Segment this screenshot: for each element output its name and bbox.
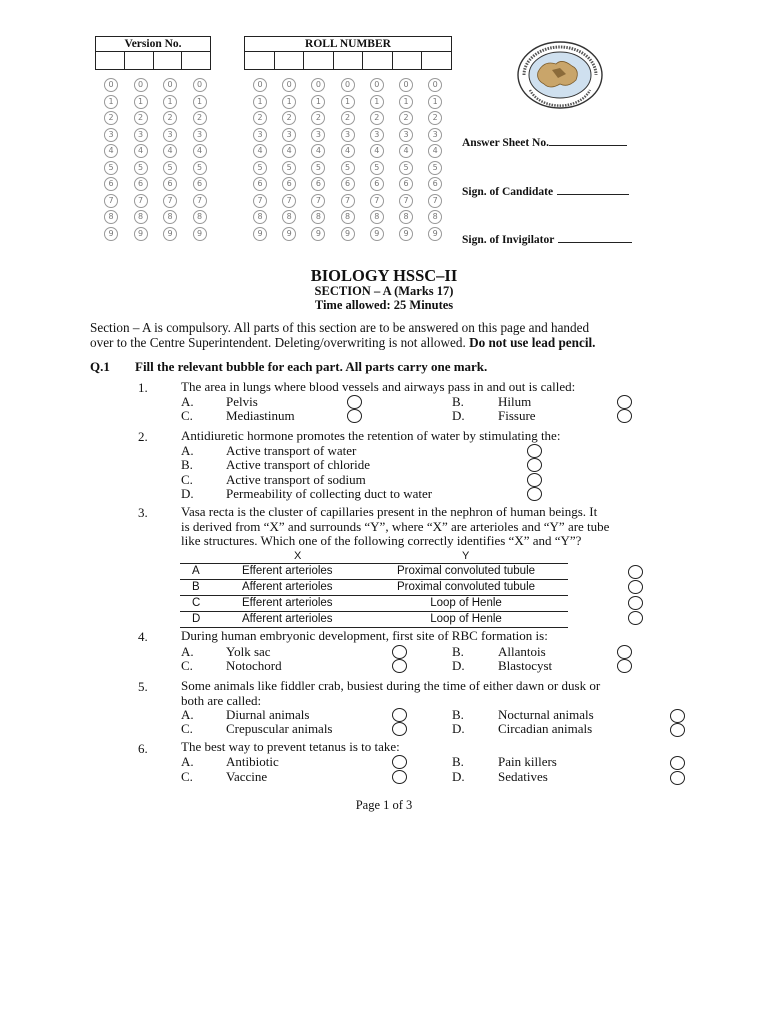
digit-bubble[interactable]: 5 <box>282 161 296 175</box>
part-number: 6. <box>138 741 148 756</box>
answer-bubble[interactable] <box>392 755 407 769</box>
digit-bubble[interactable]: 4 <box>104 144 118 158</box>
table-row <box>180 596 568 612</box>
option-text: Yolk sac <box>226 644 271 659</box>
answer-bubble[interactable] <box>628 611 643 625</box>
option-text: Crepuscular animals <box>226 721 333 736</box>
digit-bubble[interactable]: 5 <box>428 161 442 175</box>
option-letter: A. <box>181 707 194 722</box>
digit-bubble[interactable]: 0 <box>370 78 384 92</box>
option-text: Notochord <box>226 658 282 673</box>
digit-bubble[interactable]: 3 <box>193 128 207 142</box>
digit-bubble[interactable]: 6 <box>104 177 118 191</box>
option-letter: C. <box>181 769 193 784</box>
digit-bubble[interactable]: 0 <box>253 78 267 92</box>
part-text: Antidiuretic hormone promotes the retention of water by stimulating the: <box>181 428 561 443</box>
digit-bubble[interactable]: 6 <box>428 177 442 191</box>
option-letter: D. <box>452 408 465 423</box>
answer-bubble[interactable] <box>347 409 362 423</box>
digit-bubble[interactable]: 2 <box>282 111 296 125</box>
answer-bubble[interactable] <box>527 444 542 458</box>
digit-bubble[interactable]: 8 <box>253 210 267 224</box>
digit-bubble-column <box>341 78 355 241</box>
roll-number-box <box>244 36 452 70</box>
row-y: Loop of Henle <box>430 613 502 625</box>
digit-bubble[interactable]: 8 <box>193 210 207 224</box>
digit-bubble[interactable]: 4 <box>193 144 207 158</box>
digit-bubble-column <box>163 78 177 241</box>
time-allowed: Time allowed: 25 Minutes <box>314 298 454 312</box>
option-letter: B. <box>452 754 464 769</box>
digit-bubble[interactable]: 7 <box>253 194 267 208</box>
digit-bubble[interactable]: 2 <box>341 111 355 125</box>
table-row <box>180 612 568 628</box>
digit-bubble[interactable]: 7 <box>399 194 413 208</box>
digit-bubble[interactable]: 8 <box>399 210 413 224</box>
answer-bubble[interactable] <box>527 487 542 501</box>
digit-bubble[interactable]: 4 <box>311 144 325 158</box>
version-cells <box>96 52 210 69</box>
part-number: 4. <box>138 629 148 644</box>
digit-bubble[interactable]: 4 <box>134 144 148 158</box>
digit-bubble[interactable]: 1 <box>253 95 267 109</box>
digit-bubble[interactable]: 9 <box>193 227 207 241</box>
question-1-number: Q.1 <box>90 359 110 374</box>
digit-bubble[interactable]: 9 <box>428 227 442 241</box>
answer-sheet-number <box>462 137 627 149</box>
digit-bubble[interactable]: 2 <box>193 111 207 125</box>
version-cell[interactable] <box>182 52 210 69</box>
table-row <box>180 564 568 580</box>
board-seal-logo <box>516 40 604 110</box>
digit-bubble[interactable]: 4 <box>341 144 355 158</box>
digit-bubble[interactable]: 1 <box>370 95 384 109</box>
digit-bubble[interactable]: 1 <box>134 95 148 109</box>
option-text: Allantois <box>498 644 546 659</box>
digit-bubble[interactable]: 0 <box>399 78 413 92</box>
digit-bubble[interactable]: 7 <box>193 194 207 208</box>
option-text: Fissure <box>498 408 536 423</box>
question-1-instruction: Fill the relevant bubble for each part. All parts carry one mark. <box>135 359 488 374</box>
answer-bubble[interactable] <box>617 409 632 423</box>
digit-bubble[interactable]: 6 <box>193 177 207 191</box>
option-letter: C. <box>181 658 193 673</box>
row-x: Afferent arterioles <box>242 613 333 625</box>
answer-bubble[interactable] <box>617 659 632 673</box>
page-number: Page 1 of 3 <box>355 798 413 812</box>
digit-bubble[interactable]: 8 <box>311 210 325 224</box>
digit-bubble[interactable]: 2 <box>399 111 413 125</box>
option-letter: C. <box>181 472 193 487</box>
roll-cell[interactable] <box>245 52 275 69</box>
row-x: Efferent arterioles <box>242 597 333 609</box>
version-cell[interactable] <box>96 52 125 69</box>
table-header-y: Y <box>462 550 470 562</box>
candidate-signature <box>462 186 629 198</box>
digit-bubble[interactable]: 0 <box>311 78 325 92</box>
digit-bubble[interactable]: 9 <box>311 227 325 241</box>
digit-bubble[interactable]: 1 <box>311 95 325 109</box>
answer-bubble[interactable] <box>392 645 407 659</box>
digit-bubble[interactable]: 1 <box>399 95 413 109</box>
digit-bubble[interactable]: 0 <box>282 78 296 92</box>
option-letter: D. <box>181 486 194 501</box>
digit-bubble[interactable]: 0 <box>341 78 355 92</box>
option-text: Permeability of collecting duct to water <box>226 486 433 501</box>
option-letter: C. <box>181 721 193 736</box>
answer-bubble[interactable] <box>670 709 685 723</box>
digit-bubble[interactable]: 9 <box>163 227 177 241</box>
digit-bubble[interactable]: 3 <box>370 128 384 142</box>
option-letter: C. <box>181 408 193 423</box>
digit-bubble[interactable]: 8 <box>282 210 296 224</box>
digit-bubble[interactable]: 5 <box>163 161 177 175</box>
digit-bubble[interactable]: 2 <box>311 111 325 125</box>
answer-bubble[interactable] <box>347 395 362 409</box>
option-text: Diurnal animals <box>226 707 310 722</box>
question-1-heading <box>90 359 487 375</box>
option-text: Circadian animals <box>498 721 593 736</box>
option-letter: B. <box>181 457 193 472</box>
answer-bubble[interactable] <box>617 645 632 659</box>
digit-bubble[interactable]: 8 <box>134 210 148 224</box>
invigilator-sign-label: Sign. of Invigilator <box>462 234 555 246</box>
digit-bubble[interactable]: 1 <box>428 95 442 109</box>
digit-bubble[interactable]: 4 <box>399 144 413 158</box>
digit-bubble[interactable]: 4 <box>282 144 296 158</box>
option-letter: D. <box>452 658 465 673</box>
digit-bubble-column <box>399 78 413 241</box>
answer-bubble[interactable] <box>628 565 643 579</box>
answer-sheet-line[interactable] <box>549 145 627 146</box>
version-cell[interactable] <box>154 52 183 69</box>
part-text <box>181 505 609 549</box>
answer-bubble[interactable] <box>392 770 407 784</box>
digit-bubble[interactable]: 7 <box>428 194 442 208</box>
option-text: Blastocyst <box>498 658 553 673</box>
digit-bubble[interactable]: 9 <box>253 227 267 241</box>
option-letter: A. <box>181 644 194 659</box>
option-letter: B. <box>452 644 464 659</box>
option-letter: D. <box>452 721 465 736</box>
part-text: During human embryonic development, first site of RBC formation is: <box>181 628 548 643</box>
digit-bubble[interactable]: 5 <box>370 161 384 175</box>
option-text: Sedatives <box>498 769 548 784</box>
digit-bubble[interactable]: 2 <box>428 111 442 125</box>
digit-bubble[interactable]: 0 <box>104 78 118 92</box>
instruction-warning: Do not use lead pencil. <box>469 335 596 350</box>
roll-number-label: ROLL NUMBER <box>245 37 451 52</box>
digit-bubble[interactable]: 2 <box>104 111 118 125</box>
option-letter: A. <box>181 394 194 409</box>
digit-bubble[interactable]: 5 <box>104 161 118 175</box>
paper-title: BIOLOGY HSSC–II <box>310 266 458 285</box>
digit-bubble[interactable]: 6 <box>253 177 267 191</box>
digit-bubble[interactable]: 3 <box>341 128 355 142</box>
instruction-line-2-text: over to the Centre Superintendent. Deleting/overwriting is not allowed. <box>90 335 466 350</box>
answer-bubble[interactable] <box>670 771 685 785</box>
row-x: Afferent arterioles <box>242 581 333 593</box>
answer-bubble[interactable] <box>527 473 542 487</box>
digit-bubble[interactable]: 6 <box>341 177 355 191</box>
table-row <box>180 580 568 596</box>
option-letter: D. <box>452 769 465 784</box>
digit-bubble[interactable]: 3 <box>104 128 118 142</box>
digit-bubble[interactable]: 0 <box>193 78 207 92</box>
digit-bubble[interactable]: 3 <box>399 128 413 142</box>
digit-bubble[interactable]: 9 <box>134 227 148 241</box>
roll-cell[interactable] <box>422 52 451 69</box>
digit-bubble[interactable]: 2 <box>134 111 148 125</box>
option-letter: A. <box>181 754 194 769</box>
digit-bubble[interactable]: 3 <box>428 128 442 142</box>
instructions <box>90 320 690 350</box>
digit-bubble[interactable]: 3 <box>282 128 296 142</box>
row-y: Proximal convoluted tubule <box>396 581 536 593</box>
option-text: Pain killers <box>498 754 557 769</box>
digit-bubble[interactable]: 5 <box>134 161 148 175</box>
answer-bubble[interactable] <box>670 723 685 737</box>
digit-bubble[interactable]: 2 <box>370 111 384 125</box>
digit-bubble[interactable]: 7 <box>341 194 355 208</box>
digit-bubble[interactable]: 3 <box>163 128 177 142</box>
digit-bubble[interactable]: 3 <box>134 128 148 142</box>
answer-bubble[interactable] <box>617 395 632 409</box>
row-x: Efferent arterioles <box>242 565 333 577</box>
digit-bubble[interactable]: 5 <box>253 161 267 175</box>
section-heading: SECTION – A (Marks 17) <box>314 284 454 298</box>
digit-bubble-column <box>428 78 442 241</box>
digit-bubble-column <box>193 78 207 241</box>
digit-bubble[interactable]: 9 <box>341 227 355 241</box>
digit-bubble[interactable]: 7 <box>282 194 296 208</box>
digit-bubble[interactable]: 0 <box>163 78 177 92</box>
row-letter: D <box>192 613 201 625</box>
roll-cell[interactable] <box>393 52 423 69</box>
part-text: The area in lungs where blood vessels and airways pass in and out is called: <box>181 379 576 394</box>
digit-bubble[interactable]: 5 <box>311 161 325 175</box>
option-text: Hilum <box>498 394 532 409</box>
part-number: 3. <box>138 505 148 520</box>
row-letter: B <box>192 581 200 593</box>
version-number-box <box>95 36 211 70</box>
digit-bubble-column <box>282 78 296 241</box>
option-text: Nocturnal animals <box>498 707 594 722</box>
digit-bubble-column <box>311 78 325 241</box>
digit-bubble[interactable]: 6 <box>134 177 148 191</box>
option-text: Active transport of sodium <box>226 472 366 487</box>
part-text-line: like structures. Which one of the following correctly identifies “X” and “Y”? <box>181 533 582 548</box>
roll-cell[interactable] <box>334 52 364 69</box>
version-label: Version No. <box>96 37 210 52</box>
version-cell[interactable] <box>125 52 154 69</box>
part-text-line: is derived from “X” and surrounds “Y”, where “X” are arterioles and “Y” are tube <box>181 518 610 534</box>
digit-bubble-column <box>134 78 148 241</box>
option-text: Active transport of water <box>226 443 357 458</box>
option-letter: B. <box>452 707 464 722</box>
digit-bubble[interactable]: 5 <box>193 161 207 175</box>
digit-bubble-column <box>104 78 118 241</box>
row-y: Proximal convoluted tubule <box>396 565 536 577</box>
digit-bubble[interactable]: 8 <box>428 210 442 224</box>
part-text-line: Some animals like fiddler crab, busiest during the time of either dawn or dusk or <box>181 678 601 693</box>
part-text <box>181 679 600 708</box>
digit-bubble[interactable]: 6 <box>370 177 384 191</box>
digit-bubble[interactable]: 7 <box>163 194 177 208</box>
option-letter: A. <box>181 443 194 458</box>
answer-sheet-label: Answer Sheet No. <box>462 137 549 149</box>
option-text: Active transport of chloride <box>226 457 371 472</box>
digit-bubble[interactable]: 4 <box>428 144 442 158</box>
row-y: Loop of Henle <box>430 597 502 609</box>
option-text: Antibiotic <box>226 754 279 769</box>
part-text-line: both are called: <box>181 692 262 708</box>
answer-bubble[interactable] <box>670 756 685 770</box>
digit-bubble[interactable]: 0 <box>134 78 148 92</box>
option-text: Vaccine <box>226 769 268 784</box>
digit-bubble[interactable]: 8 <box>370 210 384 224</box>
digit-bubble-column <box>370 78 384 241</box>
digit-bubble[interactable]: 4 <box>253 144 267 158</box>
digit-bubble[interactable]: 3 <box>311 128 325 142</box>
answer-bubble[interactable] <box>527 458 542 472</box>
roll-cell[interactable] <box>363 52 393 69</box>
answer-bubble[interactable] <box>392 659 407 673</box>
digit-bubble[interactable]: 2 <box>163 111 177 125</box>
digit-bubble[interactable]: 6 <box>399 177 413 191</box>
digit-bubble[interactable]: 4 <box>370 144 384 158</box>
digit-bubble[interactable]: 8 <box>341 210 355 224</box>
invigilator-signature <box>462 234 632 246</box>
invigilator-sign-line[interactable] <box>558 242 632 243</box>
part-text-line: Vasa recta is the cluster of capillaries present in the nephron of human beings. It <box>181 504 598 519</box>
row-letter: A <box>192 565 200 577</box>
option-text: Pelvis <box>226 394 258 409</box>
digit-bubble[interactable]: 1 <box>104 95 118 109</box>
answer-bubble[interactable] <box>628 596 643 610</box>
digit-bubble[interactable]: 7 <box>134 194 148 208</box>
digit-bubble[interactable]: 8 <box>163 210 177 224</box>
digit-bubble[interactable]: 1 <box>341 95 355 109</box>
digit-bubble[interactable]: 1 <box>163 95 177 109</box>
digit-bubble[interactable]: 7 <box>311 194 325 208</box>
option-text: Mediastinum <box>226 408 295 423</box>
digit-bubble[interactable]: 2 <box>253 111 267 125</box>
digit-bubble-column <box>253 78 267 241</box>
digit-bubble[interactable]: 9 <box>282 227 296 241</box>
instruction-line-2 <box>90 335 690 350</box>
digit-bubble[interactable]: 1 <box>282 95 296 109</box>
digit-bubble[interactable]: 6 <box>282 177 296 191</box>
part-text: The best way to prevent tetanus is to take: <box>181 739 400 754</box>
answer-bubble[interactable] <box>628 580 643 594</box>
row-letter: C <box>192 597 201 609</box>
roll-cells <box>245 52 451 69</box>
part-number: 5. <box>138 679 148 694</box>
digit-bubble[interactable]: 0 <box>428 78 442 92</box>
part-number: 1. <box>138 380 148 395</box>
digit-bubble[interactable]: 9 <box>104 227 118 241</box>
digit-bubble[interactable]: 1 <box>193 95 207 109</box>
digit-bubble[interactable]: 5 <box>341 161 355 175</box>
answer-bubble[interactable] <box>392 722 407 736</box>
answer-bubble[interactable] <box>392 708 407 722</box>
digit-bubble[interactable]: 9 <box>370 227 384 241</box>
instruction-line-1: Section – A is compulsory. All parts of this section are to be answered on this page and handed <box>90 320 590 335</box>
part-number: 2. <box>138 429 148 444</box>
digit-bubble[interactable]: 7 <box>104 194 118 208</box>
digit-bubble[interactable]: 6 <box>311 177 325 191</box>
digit-bubble[interactable]: 9 <box>399 227 413 241</box>
digit-bubble[interactable]: 8 <box>104 210 118 224</box>
digit-bubble[interactable]: 7 <box>370 194 384 208</box>
roll-cell[interactable] <box>275 52 305 69</box>
digit-bubble[interactable]: 5 <box>399 161 413 175</box>
digit-bubble[interactable]: 3 <box>253 128 267 142</box>
table-header-x: X <box>294 550 302 562</box>
digit-bubble[interactable]: 6 <box>163 177 177 191</box>
digit-bubble[interactable]: 4 <box>163 144 177 158</box>
option-letter: B. <box>452 394 464 409</box>
candidate-sign-line[interactable] <box>557 194 629 195</box>
roll-cell[interactable] <box>304 52 334 69</box>
candidate-sign-label: Sign. of Candidate <box>462 186 554 198</box>
